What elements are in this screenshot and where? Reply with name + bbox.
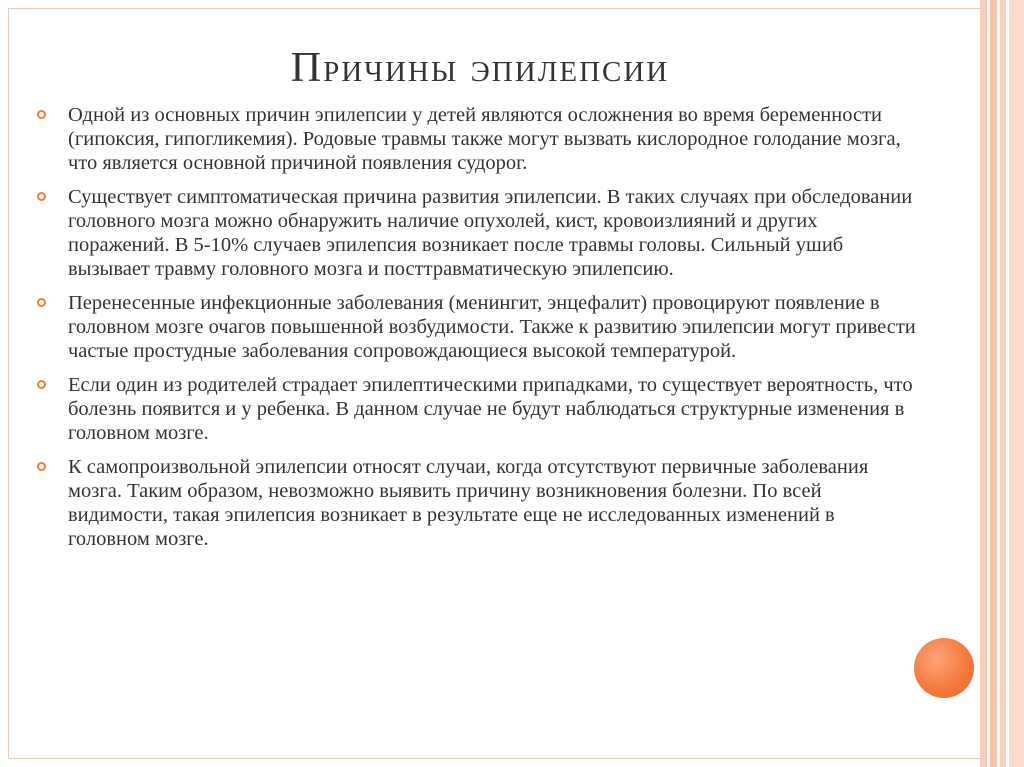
bullet-item bbox=[37, 455, 917, 551]
bullet-text: Перенесенные инфекционные заболевания (менингит, энцефалит) провоцируют появление в головном мозге очагов повышенной возбудимости. Также к развитию эпилепсии могут привести частые простудные заболевания сопровождающиеся высокой температурой. bbox=[68, 292, 916, 362]
bullet-item bbox=[37, 103, 917, 175]
bullet-text: К самопроизвольной эпилепсии относят случаи, когда отсутствуют первичные заболевания мозга. Таким образом, невозможно выявить причину возникновения болезни. По всей видимости, такая эпилепсия возникает в результате еще не исследованных изменений в головном мозге. bbox=[68, 456, 869, 550]
slide-title: Причины эпилепсии bbox=[290, 45, 670, 91]
bullet-ring-icon bbox=[37, 192, 46, 201]
bullet-ring-icon bbox=[37, 380, 46, 389]
bullet-text: Существует симптоматическая причина развития эпилепсии. В таких случаях при обследовании головного мозга можно обнаружить наличие опухолей, кист, кровоизлияний и других поражений. В 5-10% случаев эпилепсия возникает после травмы головы. Сильный ушиб вызывает травму головного мозга и посттравматическую эпилепсию. bbox=[68, 186, 913, 280]
bullet-text: Одной из основных причин эпилепсии у детей являются осложнения во время беременности (гипоксия, гипогликемия). Родовые травмы также могут вызвать кислородное голодание мозга, что является основной причиной появления судорог. bbox=[68, 104, 901, 174]
bullet-text: Если один из родителей страдает эпилептическими припадками, то существует вероятность, что болезнь появится и у ребенка. В данном случае не будут наблюдаться структурные изменения в головном мозге. bbox=[68, 374, 913, 444]
stripe bbox=[990, 0, 997, 767]
bullet-item bbox=[37, 185, 917, 281]
decorative-orange-circle bbox=[914, 638, 974, 698]
stripe bbox=[1009, 0, 1024, 767]
bullet-item bbox=[37, 373, 917, 445]
bullet-ring-icon bbox=[37, 110, 46, 119]
bullet-ring-icon bbox=[37, 298, 46, 307]
bullet-ring-icon bbox=[37, 462, 46, 471]
decorative-stripes bbox=[980, 0, 1024, 767]
stripe bbox=[980, 0, 987, 767]
bullet-item bbox=[37, 291, 917, 363]
bullet-list bbox=[37, 103, 917, 561]
